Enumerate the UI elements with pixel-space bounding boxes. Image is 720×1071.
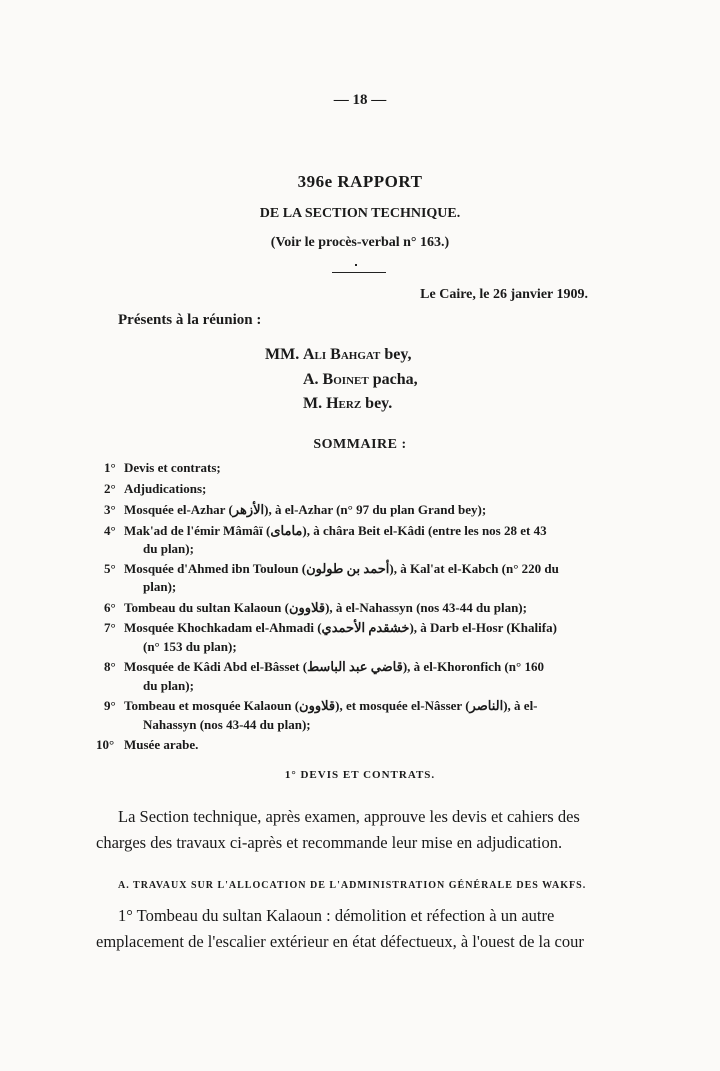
paragraph-line: charges des travaux ci-après et recommande leur mise en adjudication. xyxy=(96,833,563,852)
member-name: M. Herz xyxy=(303,395,362,412)
member-title: pacha, xyxy=(372,371,418,388)
paragraph-line: emplacement de l'escalier extérieur en état défectueux, à l'ouest de la cour xyxy=(96,932,584,951)
sommaire-item-continuation: du plan); xyxy=(143,678,194,693)
sommaire-item-text: Devis et contrats; xyxy=(124,460,221,475)
paragraph-line: 1° Tombeau du sultan Kalaoun : démolition et réfection à un autre xyxy=(118,906,555,925)
report-subtitle: DE LA SECTION TECHNIQUE. xyxy=(259,206,461,221)
sommaire-item-number: 5° xyxy=(104,561,116,576)
ornament-dot xyxy=(355,264,357,266)
sommaire-item-text: Mosquée d'Ahmed ibn Touloun (أحمد بن طولون), à Kal'at el-Kabch (n° 220 du xyxy=(124,561,559,576)
member-title: bey, xyxy=(384,346,412,363)
sommaire-item-text: Mosquée Khochkadam el-Ahmadi (خشقدم الأحمدي), à Darb el-Hosr (Khalifa) xyxy=(124,620,557,635)
sommaire-item-number: 7° xyxy=(104,620,116,635)
member-line xyxy=(303,371,418,389)
sommaire-item-number: 4° xyxy=(104,523,116,538)
sommaire-item-continuation: plan); xyxy=(143,579,177,594)
sommaire-item-text: Mosquée de Kâdi Abd el-Bâsset (قاضي عبد الباسط), à el-Khoronfich (n° 160 xyxy=(124,659,544,674)
members-prefix: MM. xyxy=(265,346,300,363)
sommaire-item-number: 10° xyxy=(96,737,115,752)
sommaire-item-continuation: du plan); xyxy=(143,541,194,556)
sommaire-item-continuation: Nahassyn (nos 43-44 du plan); xyxy=(143,717,311,732)
sommaire-item-text: Tombeau et mosquée Kalaoun (قلاوون), et mosquée el-Nâsser (الناصر), à el- xyxy=(124,698,538,713)
sommaire-item-text: Mosquée el-Azhar (الأزهر), à el-Azhar (n° 97 du plan Grand bey); xyxy=(124,502,487,517)
paragraph-line: La Section technique, après examen, approuve les devis et cahiers des xyxy=(118,807,580,826)
member-name: A. Boinet xyxy=(303,371,369,388)
member-title: bey. xyxy=(365,395,393,412)
report-title: 396e RAPPORT xyxy=(297,172,423,191)
sommaire-item-number: 1° xyxy=(104,460,116,475)
sommaire-item-number: 9° xyxy=(104,698,116,713)
proces-verbal-reference: (Voir le procès-verbal n° 163.) xyxy=(270,235,450,250)
sommaire-item-number: 3° xyxy=(104,502,116,517)
sommaire-item-text: Tombeau du sultan Kalaoun (قلاوون), à el-Nahassyn (nos 43-44 du plan); xyxy=(124,600,527,615)
subsection-heading: A. TRAVAUX SUR L'ALLOCATION DE L'ADMINISTRATION GÉNÉRALE DES WAKFS. xyxy=(118,880,587,891)
sommaire-item-number: 8° xyxy=(104,659,116,674)
sommaire-item-text: Adjudications; xyxy=(124,481,207,496)
sommaire-item-number: 2° xyxy=(104,481,116,496)
presents-label: Présents à la réunion : xyxy=(118,312,262,328)
member-name: Ali Bahgat xyxy=(303,346,381,363)
sommaire-item-continuation: (n° 153 du plan); xyxy=(143,639,237,654)
sommaire-item-text: Mak'ad de l'émir Mâmâï (ماماى), à châra Beit el-Kâdi (entre les nos 28 et 43 xyxy=(124,523,547,538)
date-line: Le Caire, le 26 janvier 1909. xyxy=(420,287,588,302)
divider-rule xyxy=(332,272,386,273)
section-heading: 1° DEVIS ET CONTRATS. xyxy=(284,769,436,781)
sommaire-heading: SOMMAIRE : xyxy=(313,437,407,452)
member-line xyxy=(303,395,392,413)
sommaire-item-text: Musée arabe. xyxy=(124,737,199,752)
page-number: — 18 — xyxy=(333,92,387,108)
member-line xyxy=(303,346,412,364)
sommaire-item-number: 6° xyxy=(104,600,116,615)
